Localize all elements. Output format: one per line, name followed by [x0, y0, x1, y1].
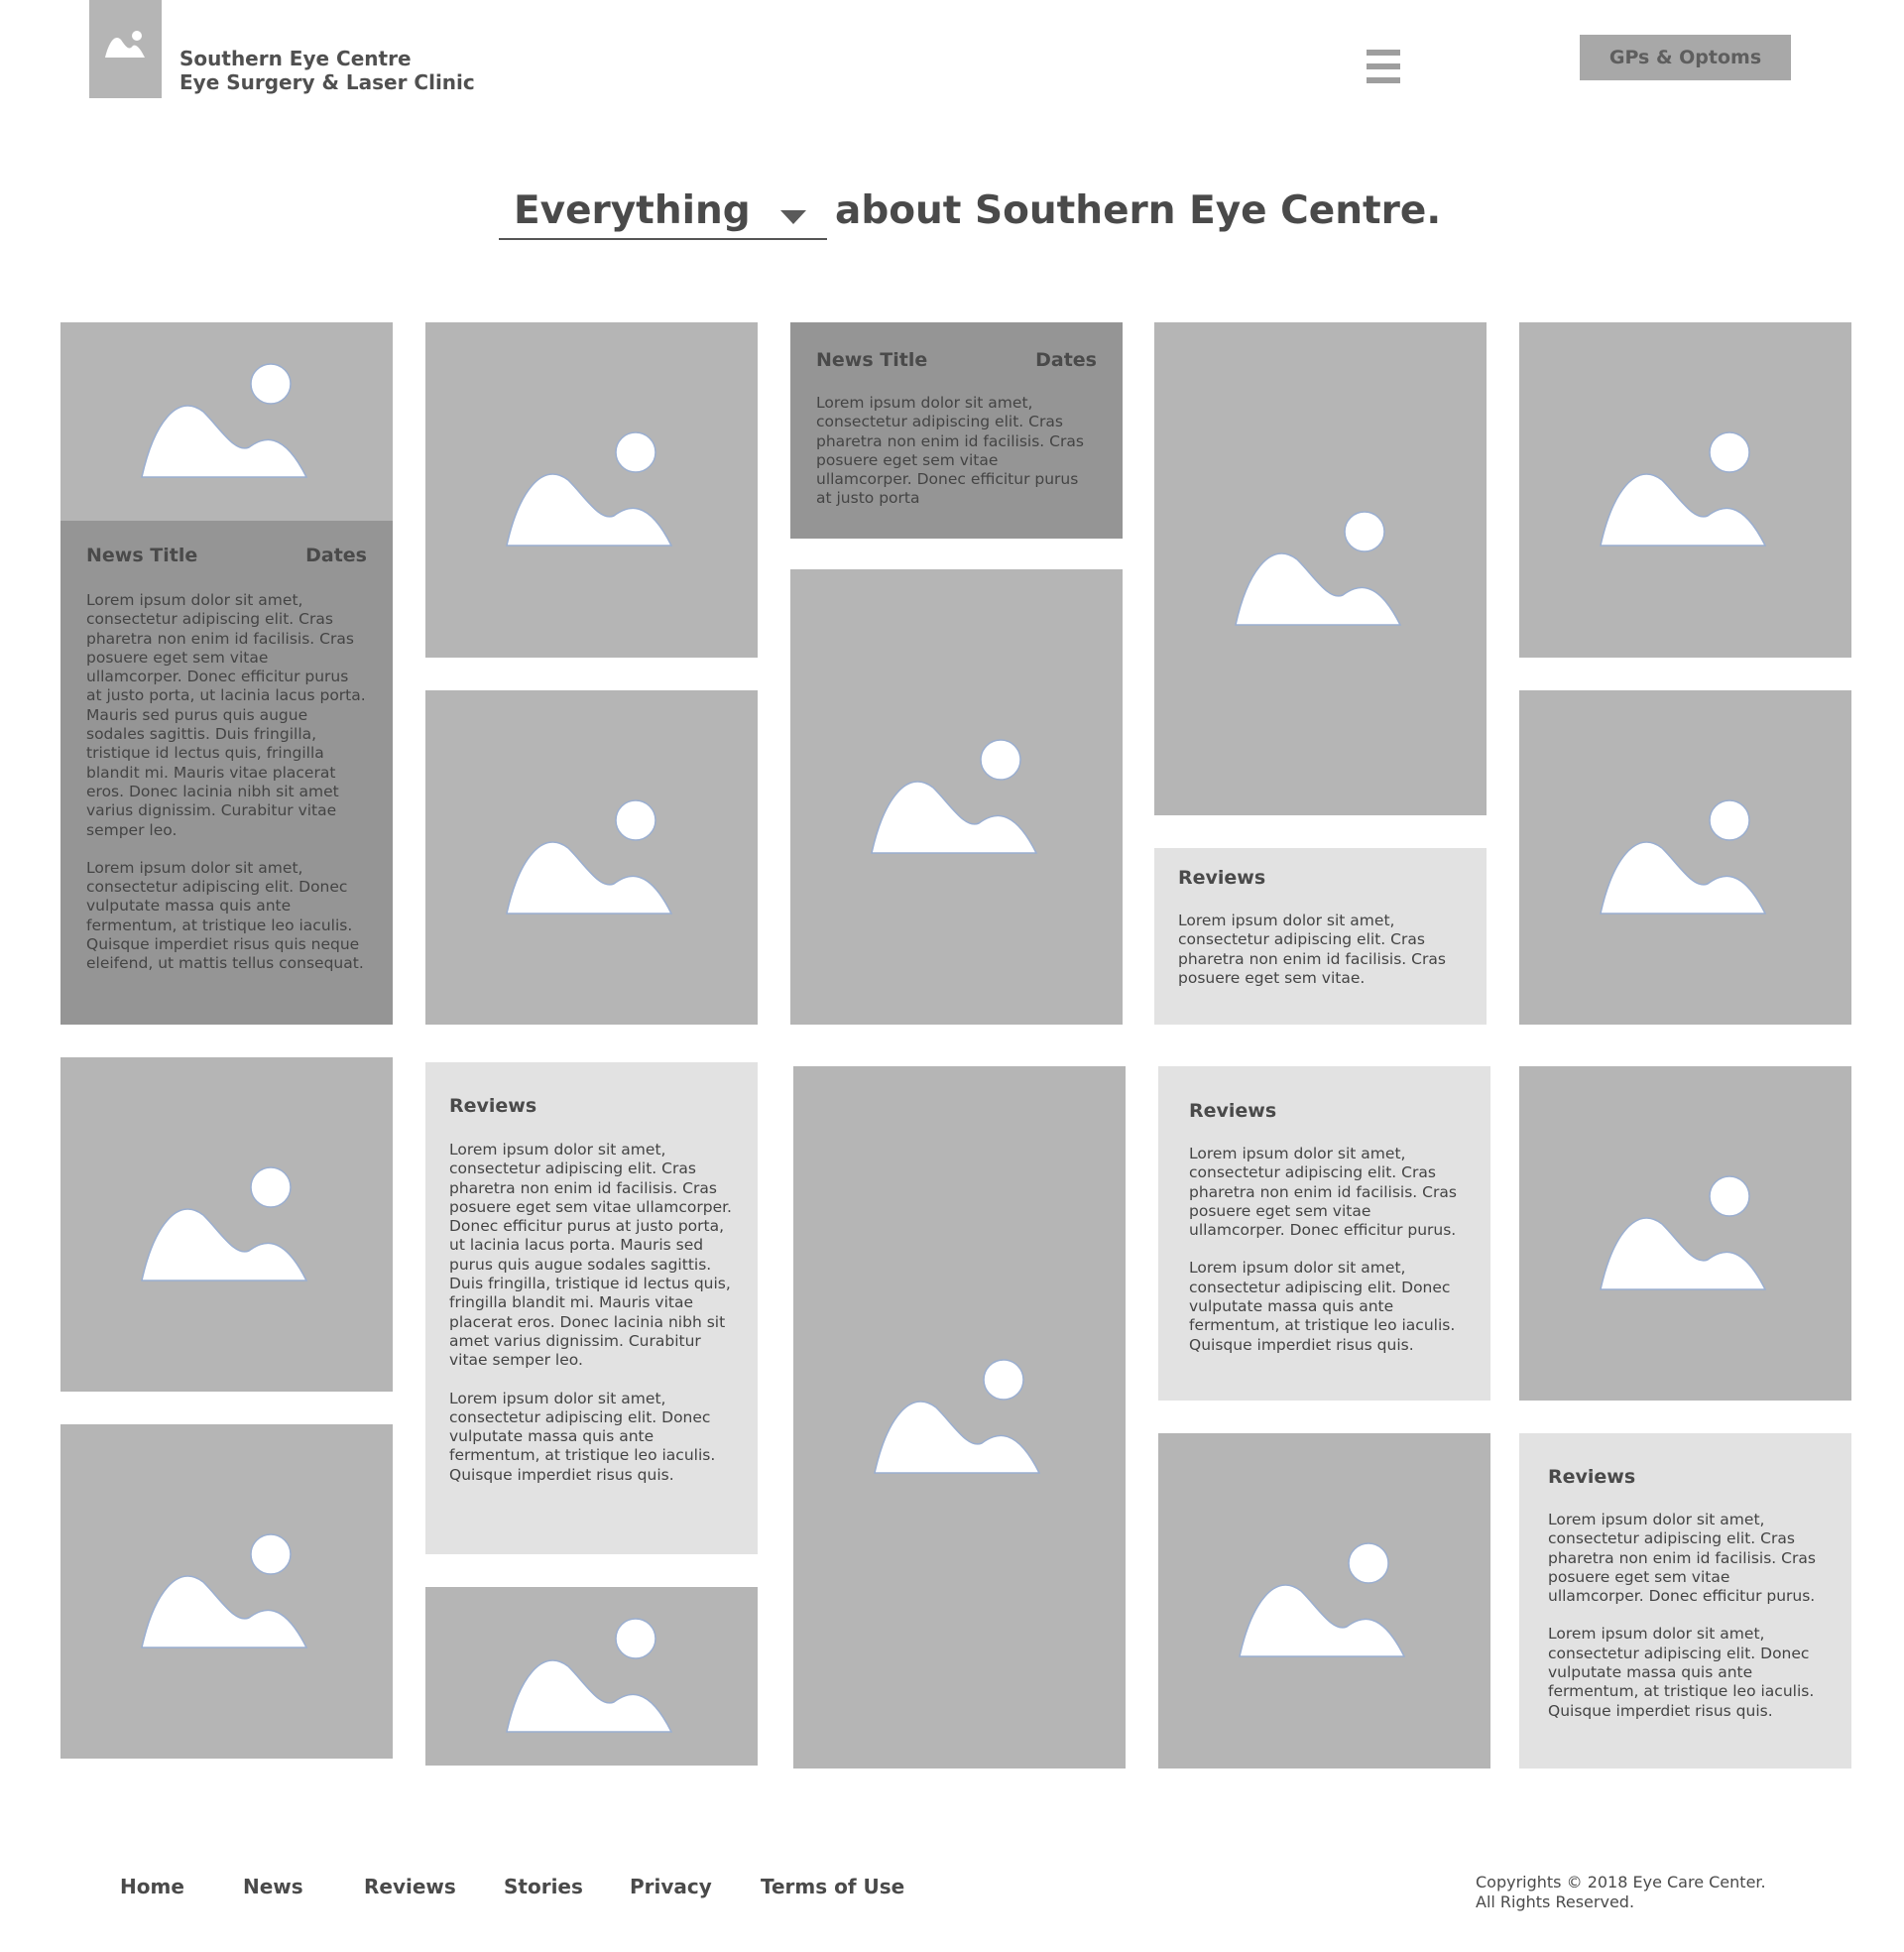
image-placeholder-icon [138, 1165, 316, 1284]
image-placeholder-icon [1236, 1541, 1414, 1660]
review-title: Reviews [1189, 1100, 1277, 1122]
image-placeholder-icon [868, 738, 1046, 857]
image-tile[interactable] [1519, 1066, 1851, 1401]
image-placeholder-icon [503, 430, 681, 549]
image-tile[interactable] [425, 1587, 758, 1766]
copyright-line: Copyrights © 2018 Eye Care Center. [1476, 1873, 1766, 1891]
image-placeholder-icon [1597, 798, 1775, 917]
image-placeholder-icon [503, 1617, 681, 1736]
copyright [1476, 1873, 1766, 1912]
image-placeholder-icon [1597, 430, 1775, 549]
image-placeholder-icon [1597, 1174, 1775, 1293]
image-placeholder-icon [871, 1358, 1049, 1477]
review-card[interactable] [425, 1062, 758, 1554]
logo[interactable] [89, 0, 162, 98]
news-body: Lorem ipsum dolor sit amet, consectetur adipiscing elit. Cras pharetra non enim id facilisis. Cras posuere eget sem vitae ullamcorper. Donec efficitur purus at justo porta, ut lacinia lacus porta. Mauris sed purus quis augue sodales sagittis. Duis fringilla, tristique id lectus quis, fringilla blandit mi. Mauris vitae placerat eros. Donec lacinia nibh sit amet varius dignissim. Curabitur vitae semper leo. [86, 591, 366, 839]
hamburger-menu-icon[interactable] [1367, 50, 1400, 87]
image-tile[interactable] [425, 690, 758, 1025]
news-body: Lorem ipsum dolor sit amet, consectetur adipiscing elit. Donec vulputate massa quis ante fermentum, at tristique leo iaculis. Quisque imperdiet risus quis neque eleifend, ut mattis tellus consequat. [86, 858, 364, 973]
image-tile[interactable] [1158, 1433, 1490, 1769]
review-title: Reviews [449, 1095, 537, 1117]
chevron-down-icon [780, 210, 806, 224]
review-card[interactable] [1154, 848, 1487, 1025]
topic-dropdown[interactable] [499, 188, 827, 240]
image-tile[interactable] [1519, 690, 1851, 1025]
image-placeholder-icon [138, 362, 316, 481]
image-tile[interactable] [60, 1424, 393, 1759]
brand-name: Southern Eye Centre [179, 47, 412, 70]
review-card[interactable] [1519, 1433, 1851, 1769]
news-dates: Dates [305, 545, 367, 566]
review-title: Reviews [1178, 867, 1266, 889]
image-tile[interactable] [793, 1066, 1126, 1769]
footer-link-home[interactable]: Home [120, 1875, 184, 1898]
news-card[interactable] [60, 521, 393, 1025]
footer-link-stories[interactable]: Stories [504, 1875, 583, 1898]
review-body: Lorem ipsum dolor sit amet, consectetur adipiscing elit. Donec vulputate massa quis ante fermentum, at tristique leo iaculis. Quisque imperdiet risus quis. [449, 1389, 716, 1484]
review-title: Reviews [1548, 1466, 1636, 1488]
news-title: News Title [816, 349, 928, 371]
headline-text: about Southern Eye Centre. [835, 188, 1442, 233]
image-tile[interactable] [425, 322, 758, 658]
footer-link-privacy[interactable]: Privacy [630, 1875, 712, 1898]
image-tile[interactable] [60, 322, 393, 521]
review-body: Lorem ipsum dolor sit amet, consectetur adipiscing elit. Cras pharetra non enim id facilisis. Cras posuere eget sem vitae. [1178, 912, 1446, 987]
brand-tagline: Eye Surgery & Laser Clinic [179, 70, 475, 94]
footer-link-terms[interactable]: Terms of Use [761, 1875, 905, 1898]
review-card[interactable] [1158, 1066, 1490, 1401]
news-card[interactable] [790, 322, 1123, 539]
footer-link-news[interactable]: News [243, 1875, 303, 1898]
image-placeholder-icon [103, 28, 147, 60]
review-body: Lorem ipsum dolor sit amet, consectetur adipiscing elit. Cras pharetra non enim id facilisis. Cras posuere eget sem vitae ullamcorper. Donec efficitur purus at justo porta, ut lacinia lacus porta. Mauris sed purus quis augue sodales sagittis. Duis fringilla, tristique id lectus quis, fringilla blandit mi. Mauris vitae placerat eros. Donec lacinia nibh sit amet varius dignissim. Curabitur vitae semper leo. [449, 1141, 732, 1370]
image-placeholder-icon [503, 798, 681, 917]
review-body: Lorem ipsum dolor sit amet, consectetur adipiscing elit. Donec vulputate massa quis ante fermentum, at tristique leo iaculis. Quisque imperdiet risus quis. [1548, 1625, 1815, 1720]
footer-link-reviews[interactable]: Reviews [364, 1875, 456, 1898]
image-placeholder-icon [138, 1532, 316, 1651]
topic-dropdown-value: Everything [514, 188, 751, 233]
review-body: Lorem ipsum dolor sit amet, consectetur adipiscing elit. Cras pharetra non enim id facilisis. Cras posuere eget sem vitae ullamcorper. Donec efficitur purus. [1189, 1145, 1457, 1240]
image-tile[interactable] [1519, 322, 1851, 658]
news-title: News Title [86, 545, 198, 566]
copyright-line: All Rights Reserved. [1476, 1892, 1635, 1911]
review-body: Lorem ipsum dolor sit amet, consectetur adipiscing elit. Donec vulputate massa quis ante fermentum, at tristique leo iaculis. Quisque imperdiet risus quis. [1189, 1259, 1456, 1354]
image-tile[interactable] [790, 569, 1123, 1025]
news-body: Lorem ipsum dolor sit amet, consectetur adipiscing elit. Cras pharetra non enim id facilisis. Cras posuere eget sem vitae ullamcorper. Donec efficitur purus at justo porta [816, 394, 1084, 508]
image-tile[interactable] [60, 1057, 393, 1392]
news-dates: Dates [1035, 349, 1097, 371]
image-placeholder-icon [1232, 510, 1410, 629]
review-body: Lorem ipsum dolor sit amet, consectetur adipiscing elit. Cras pharetra non enim id facilisis. Cras posuere eget sem vitae ullamcorper. Donec efficitur purus. [1548, 1511, 1816, 1606]
gps-optoms-button[interactable]: GPs & Optoms [1580, 35, 1791, 80]
image-tile[interactable] [1154, 322, 1487, 815]
